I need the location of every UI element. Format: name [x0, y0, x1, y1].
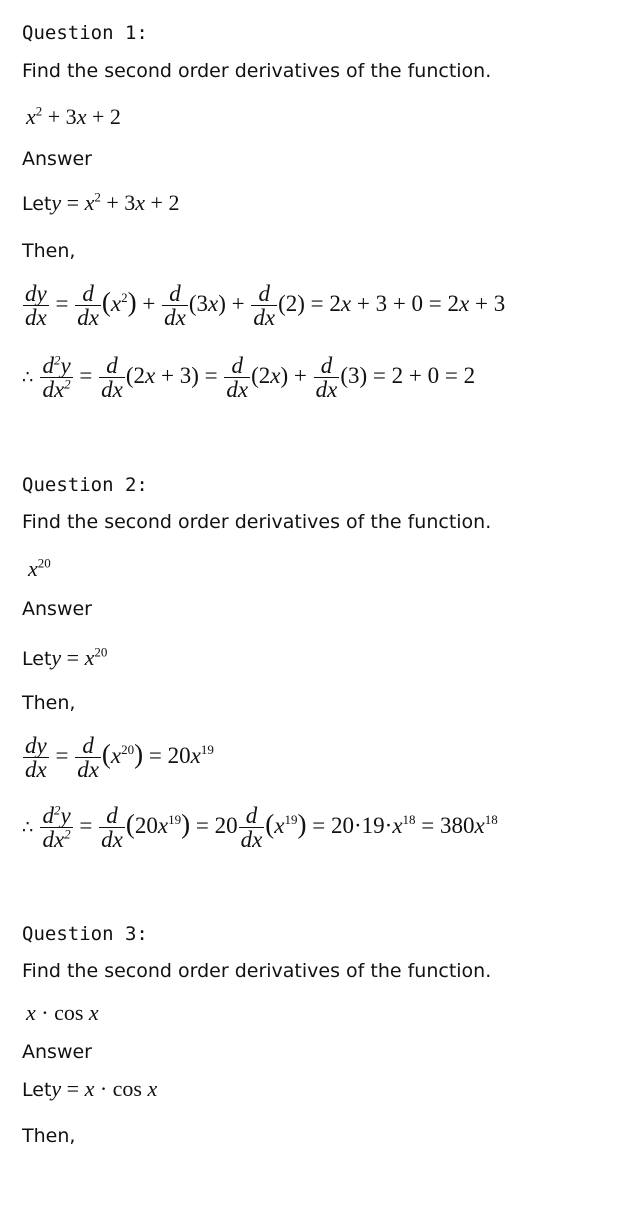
question-2-heading: Question 2: — [22, 474, 148, 496]
therefore-symbol: ∴ — [22, 816, 34, 838]
question-2-second-derivative: ∴ $\frac{d^2y}{dx^2}$ = $\frac{d}{dx}$ $(20x^{19}) = 20$ $\frac{d}{dx}$ $(x^{19}) = 20\cdot 19\cdot x^{18} = 380x^{18}$ — [22, 802, 498, 852]
question-3-then-label: Then, — [22, 1125, 76, 1147]
question-2-first-derivative: $\frac{dy}{dx}$ = $\frac{d}{dx}$ $(x^{20}) = 20x^{19}$ — [25, 733, 214, 782]
question-3-function: x · cos x — [26, 1000, 99, 1025]
question-2-answer-label: Answer — [22, 598, 92, 620]
question-1-answer-label: Answer — [22, 148, 92, 170]
question-3-heading: Question 3: — [22, 923, 148, 945]
question-3-answer-label: Answer — [22, 1041, 92, 1063]
let-expression: $y = x^2 + 3x + 2$ — [51, 189, 180, 215]
therefore-symbol: ∴ — [22, 366, 34, 388]
question-1-then-label: Then, — [22, 240, 76, 262]
question-1-heading: Question 1: — [22, 22, 148, 44]
let-label: Let — [22, 648, 52, 670]
question-2-then-label: Then, — [22, 692, 76, 714]
question-3-prompt: Find the second order derivatives of the function. — [22, 960, 492, 982]
question-1-first-derivative: $\frac{dy}{dx}$ = $\frac{d}{dx}$ $(x^2)$ + $\frac{d}{dx}$ (3x) + $\frac{d}{dx}$ (2) = 2x + 3 + 0 = 2x + 3 — [25, 281, 506, 330]
let-expression: $y = x^{20}$ — [51, 644, 108, 670]
let-label: Let — [22, 193, 52, 215]
question-3-let-line — [22, 1076, 157, 1102]
question-1-prompt: Find the second order derivatives of the function. — [22, 60, 492, 82]
question-1-second-derivative: ∴ $\frac{d^2y}{dx^2}$ = $\frac{d}{dx}$ (2x + 3) = $\frac{d}{dx}$ (2x) + $\frac{d}{dx}$ (3) = 2 + 0 = 2 — [22, 352, 476, 402]
let-label: Let — [22, 1079, 52, 1101]
question-2-function: $x^{20}$ — [28, 555, 51, 581]
question-1-let-line — [22, 190, 179, 216]
question-2-let-line — [22, 645, 107, 671]
let-expression: y = x · cos x — [51, 1076, 158, 1101]
question-1-function: $x^2 + 3x + 2$ — [26, 103, 121, 129]
question-2-prompt: Find the second order derivatives of the function. — [22, 511, 492, 533]
